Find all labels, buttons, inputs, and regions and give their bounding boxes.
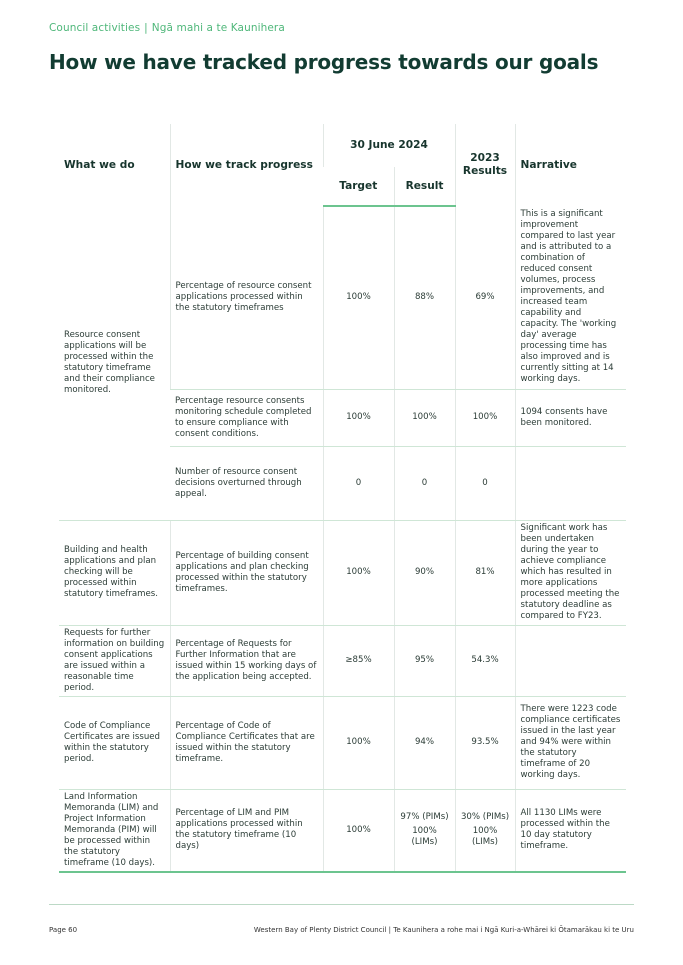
how-cell: Percentage of resource consent applications processed within the statutory timeframes <box>170 206 323 389</box>
result-pim: 97% (PIMs) <box>400 812 449 823</box>
result-lim: 100% (LIMs) <box>411 826 438 848</box>
target-cell: ≥85% <box>323 625 394 696</box>
how-cell: Percentage of LIM and PIM applications processed within the statutory timeframe (10 days) <box>170 789 323 872</box>
prev-result-cell: 69% <box>455 206 515 389</box>
page-number: Page 60 <box>49 926 78 934</box>
narrative-cell <box>515 446 626 520</box>
what-cell: Land Information Memoranda (LIM) and Project Information Memoranda (PIM) will be processed within the statutory timeframe (10 days). <box>59 789 170 872</box>
prev-result-cell <box>455 789 515 872</box>
table-row <box>59 520 626 625</box>
page-title: How we have tracked progress towards our goals <box>49 50 599 74</box>
prev-result-lim: 100% (LIMs) <box>472 826 498 848</box>
narrative-cell: 1094 consents have been monitored. <box>515 389 626 446</box>
prev-result-cell: 81% <box>455 520 515 625</box>
prev-result-cell: 100% <box>455 389 515 446</box>
result-cell <box>394 789 455 872</box>
table-row <box>59 696 626 789</box>
narrative-cell: This is a significant improvement compared to last year and is attributed to a combination of reduced consent volumes, process improvements, and increased team capability and capacity. The 'working day' average processing time has also improved and is currently sitting at 14 working days. <box>515 206 626 389</box>
how-cell: Percentage of Requests for Further Information that are issued within 15 working days of the application being accepted. <box>170 625 323 696</box>
narrative-cell: Significant work has been undertaken during the year to achieve compliance which has resulted in more applications processed meeting the statutory deadline as compared to FY23. <box>515 520 626 625</box>
header-period: 30 June 2024 <box>323 124 455 167</box>
table-row <box>59 625 626 696</box>
progress-table <box>59 124 626 873</box>
header-2023-results: 2023 Results <box>455 124 515 206</box>
header-result: Result <box>394 167 455 206</box>
target-cell: 100% <box>323 520 394 625</box>
breadcrumb <box>49 22 285 34</box>
breadcrumb-mi: Ngā mahi a te Kaunihera <box>151 22 285 34</box>
target-cell: 100% <box>323 696 394 789</box>
result-cell: 88% <box>394 206 455 389</box>
result-cell: 90% <box>394 520 455 625</box>
target-cell: 100% <box>323 789 394 872</box>
header-narrative: Narrative <box>515 124 626 206</box>
prev-result-cell: 54.3% <box>455 625 515 696</box>
prev-result-cell: 0 <box>455 446 515 520</box>
what-cell: Resource consent applications will be processed within the statutory timeframe and their compliance monitored. <box>59 206 170 520</box>
narrative-cell: There were 1223 code compliance certificates issued in the last year and 94% were within the statutory timeframe of 20 working days. <box>515 696 626 789</box>
result-cell: 0 <box>394 446 455 520</box>
prev-result-cell: 93.5% <box>455 696 515 789</box>
narrative-cell <box>515 625 626 696</box>
footer-organisation: Western Bay of Plenty District Council | Te Kaunihera a rohe mai i Ngā Kuri-a-Whārei ki Ōtamarākau ki te Uru <box>253 926 634 934</box>
footer-divider <box>49 904 634 905</box>
result-cell: 94% <box>394 696 455 789</box>
result-cell: 100% <box>394 389 455 446</box>
header-target: Target <box>323 167 394 206</box>
how-cell: Percentage of building consent applications and plan checking processed within the statutory timeframes. <box>170 520 323 625</box>
how-cell: Number of resource consent decisions overturned through appeal. <box>170 446 323 520</box>
table-row <box>59 789 626 872</box>
prev-result-pim: 30% (PIMs) <box>460 812 510 823</box>
target-cell: 100% <box>323 389 394 446</box>
breadcrumb-separator: | <box>144 22 148 34</box>
how-cell: Percentage resource consents monitoring schedule completed to ensure compliance with consent conditions. <box>170 389 323 446</box>
breadcrumb-en: Council activities <box>49 22 141 34</box>
table-row <box>59 206 626 389</box>
what-cell: Code of Compliance Certificates are issued within the statutory period. <box>59 696 170 789</box>
header-how-we-track: How we track progress <box>170 124 323 206</box>
result-cell: 95% <box>394 625 455 696</box>
how-cell: Percentage of Code of Compliance Certificates that are issued within the statutory timeframe. <box>170 696 323 789</box>
header-what-we-do: What we do <box>64 158 135 171</box>
what-cell: Building and health applications and plan checking will be processed within statutory timeframes. <box>59 520 170 625</box>
target-cell: 100% <box>323 206 394 389</box>
what-cell: Requests for further information on building consent applications are issued within a reasonable time period. <box>59 625 170 696</box>
target-cell: 0 <box>323 446 394 520</box>
narrative-cell: All 1130 LIMs were processed within the 10 day statutory timeframe. <box>515 789 626 872</box>
